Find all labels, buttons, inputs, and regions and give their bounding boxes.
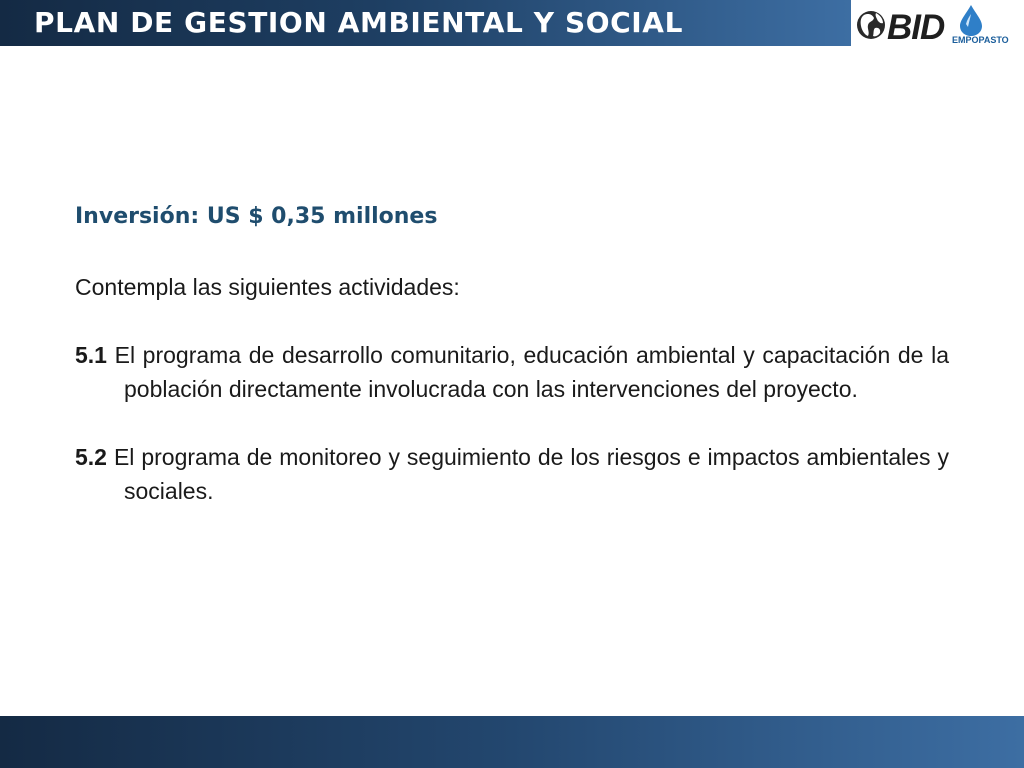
svg-text:EMPOPASTO: EMPOPASTO [952,35,1009,45]
slide-title: PLAN DE GESTION AMBIENTAL Y SOCIAL [34,6,684,39]
svg-text:BID: BID [887,8,945,44]
activity-text: El programa de desarrollo comunitario, educación ambiental y capacitación de la población directamente involucrada con las intervenciones del proyecto. [114,342,949,402]
activity-number: 5.2 [75,444,107,470]
bid-logo [856,6,946,44]
investment-heading: Inversión: US $ 0,35 millones [75,204,438,229]
activity-item [75,440,949,508]
activities-intro: Contempla las siguientes actividades: [75,274,460,300]
activity-number: 5.1 [75,342,107,368]
activity-text: El programa de monitoreo y seguimiento de los riesgos e impactos ambientales y sociales. [113,444,950,504]
slide-content [75,202,949,508]
activity-item [75,338,949,406]
empopasto-logo [951,2,1021,46]
footer-bar [0,716,1024,768]
header-bar [0,0,851,46]
logo-area [851,0,1024,46]
